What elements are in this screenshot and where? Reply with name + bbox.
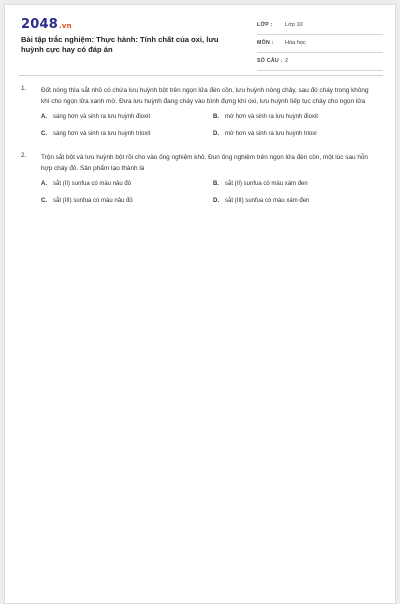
answer-letter: D.: [213, 198, 219, 204]
answer-text: mờ hơn và sinh ra lưu huỳnh đioxit: [225, 114, 318, 120]
answer-text: mờ hơn và sinh ra lưu huỳnh trioxi: [225, 131, 317, 137]
header-divider: [19, 75, 383, 76]
answer-option-a[interactable]: [41, 114, 213, 120]
meta-value: Hóa học: [285, 40, 306, 46]
meta-row-subject: [257, 37, 383, 53]
meta-label: LỚP :: [257, 22, 273, 28]
site-logo[interactable]: [21, 17, 72, 32]
meta-value: 2: [285, 58, 289, 64]
question-list: [21, 85, 375, 219]
answer-letter: C.: [41, 131, 47, 137]
meta-label: MÔN :: [257, 40, 274, 46]
answer-option-c[interactable]: [41, 131, 213, 137]
question-item: [21, 85, 375, 137]
answer-letter: D.: [213, 131, 219, 137]
worksheet-header: [21, 17, 383, 67]
answer-text: sắt (II) sunfua có màu nâu đỏ: [53, 181, 132, 187]
question-number: 2.: [21, 152, 27, 159]
answer-letter: A.: [41, 181, 47, 187]
worksheet-meta: [257, 19, 383, 71]
answer-option-d[interactable]: [213, 131, 375, 137]
answer-options: [41, 114, 375, 137]
question-number: 1.: [21, 85, 27, 92]
question-item: [21, 152, 375, 204]
question-text: Trộn sắt bột và lưu huỳnh bột rồi cho vào ống nghiệm khô. Đun ống nghiệm trên ngọn lửa đèn cồn, một lúc sau hỗn hợp cháy đỏ. Sản phẩm tạo thành là: [41, 154, 368, 172]
logo-tld: .vn: [58, 22, 72, 30]
meta-value: Lớp 10: [285, 22, 303, 28]
answer-option-d[interactable]: [213, 198, 375, 204]
answer-option-b[interactable]: [213, 181, 375, 187]
answer-options: [41, 181, 375, 204]
answer-letter: C.: [41, 198, 47, 204]
answer-text: sắt (II) sunfua có màu xám đen: [225, 181, 308, 187]
meta-row-grade: [257, 19, 383, 35]
answer-text: sáng hơn và sinh ra lưu huỳnh trioxit: [53, 131, 151, 137]
answer-letter: B.: [213, 114, 219, 120]
answer-text: sắt (III) sunfua có màu nâu đỏ: [53, 198, 133, 204]
answer-option-b[interactable]: [213, 114, 375, 120]
answer-letter: A.: [41, 114, 47, 120]
answer-letter: B.: [213, 181, 219, 187]
answer-text: sáng hơn và sinh ra lưu huỳnh đioxit: [53, 114, 151, 120]
logo-number: 2048: [21, 17, 58, 32]
answer-option-c[interactable]: [41, 198, 213, 204]
meta-label: SỐ CÂU :: [257, 58, 283, 64]
answer-text: sắt (III) sunfua có màu xám đen: [225, 198, 310, 204]
meta-row-question-count: [257, 55, 383, 71]
answer-option-a[interactable]: [41, 181, 213, 187]
worksheet-page: [4, 4, 396, 604]
question-text: Đốt nóng thìa sắt nhỏ có chứa lưu huỳnh bột trên ngọn lửa đèn cồn, lưu huỳnh nóng chảy, sau đó cháy trong không khí cho ngọn lửa xanh mờ. Đưa lưu huỳnh đang cháy vào bình đựng khí oxi, lưu huỳnh tiếp tục cháy cho ngọn lửa: [41, 87, 369, 105]
worksheet-title: Bài tập trắc nghiệm: Thực hành: Tính chất của oxi, lưu huỳnh cực hay có đáp án: [21, 35, 219, 54]
